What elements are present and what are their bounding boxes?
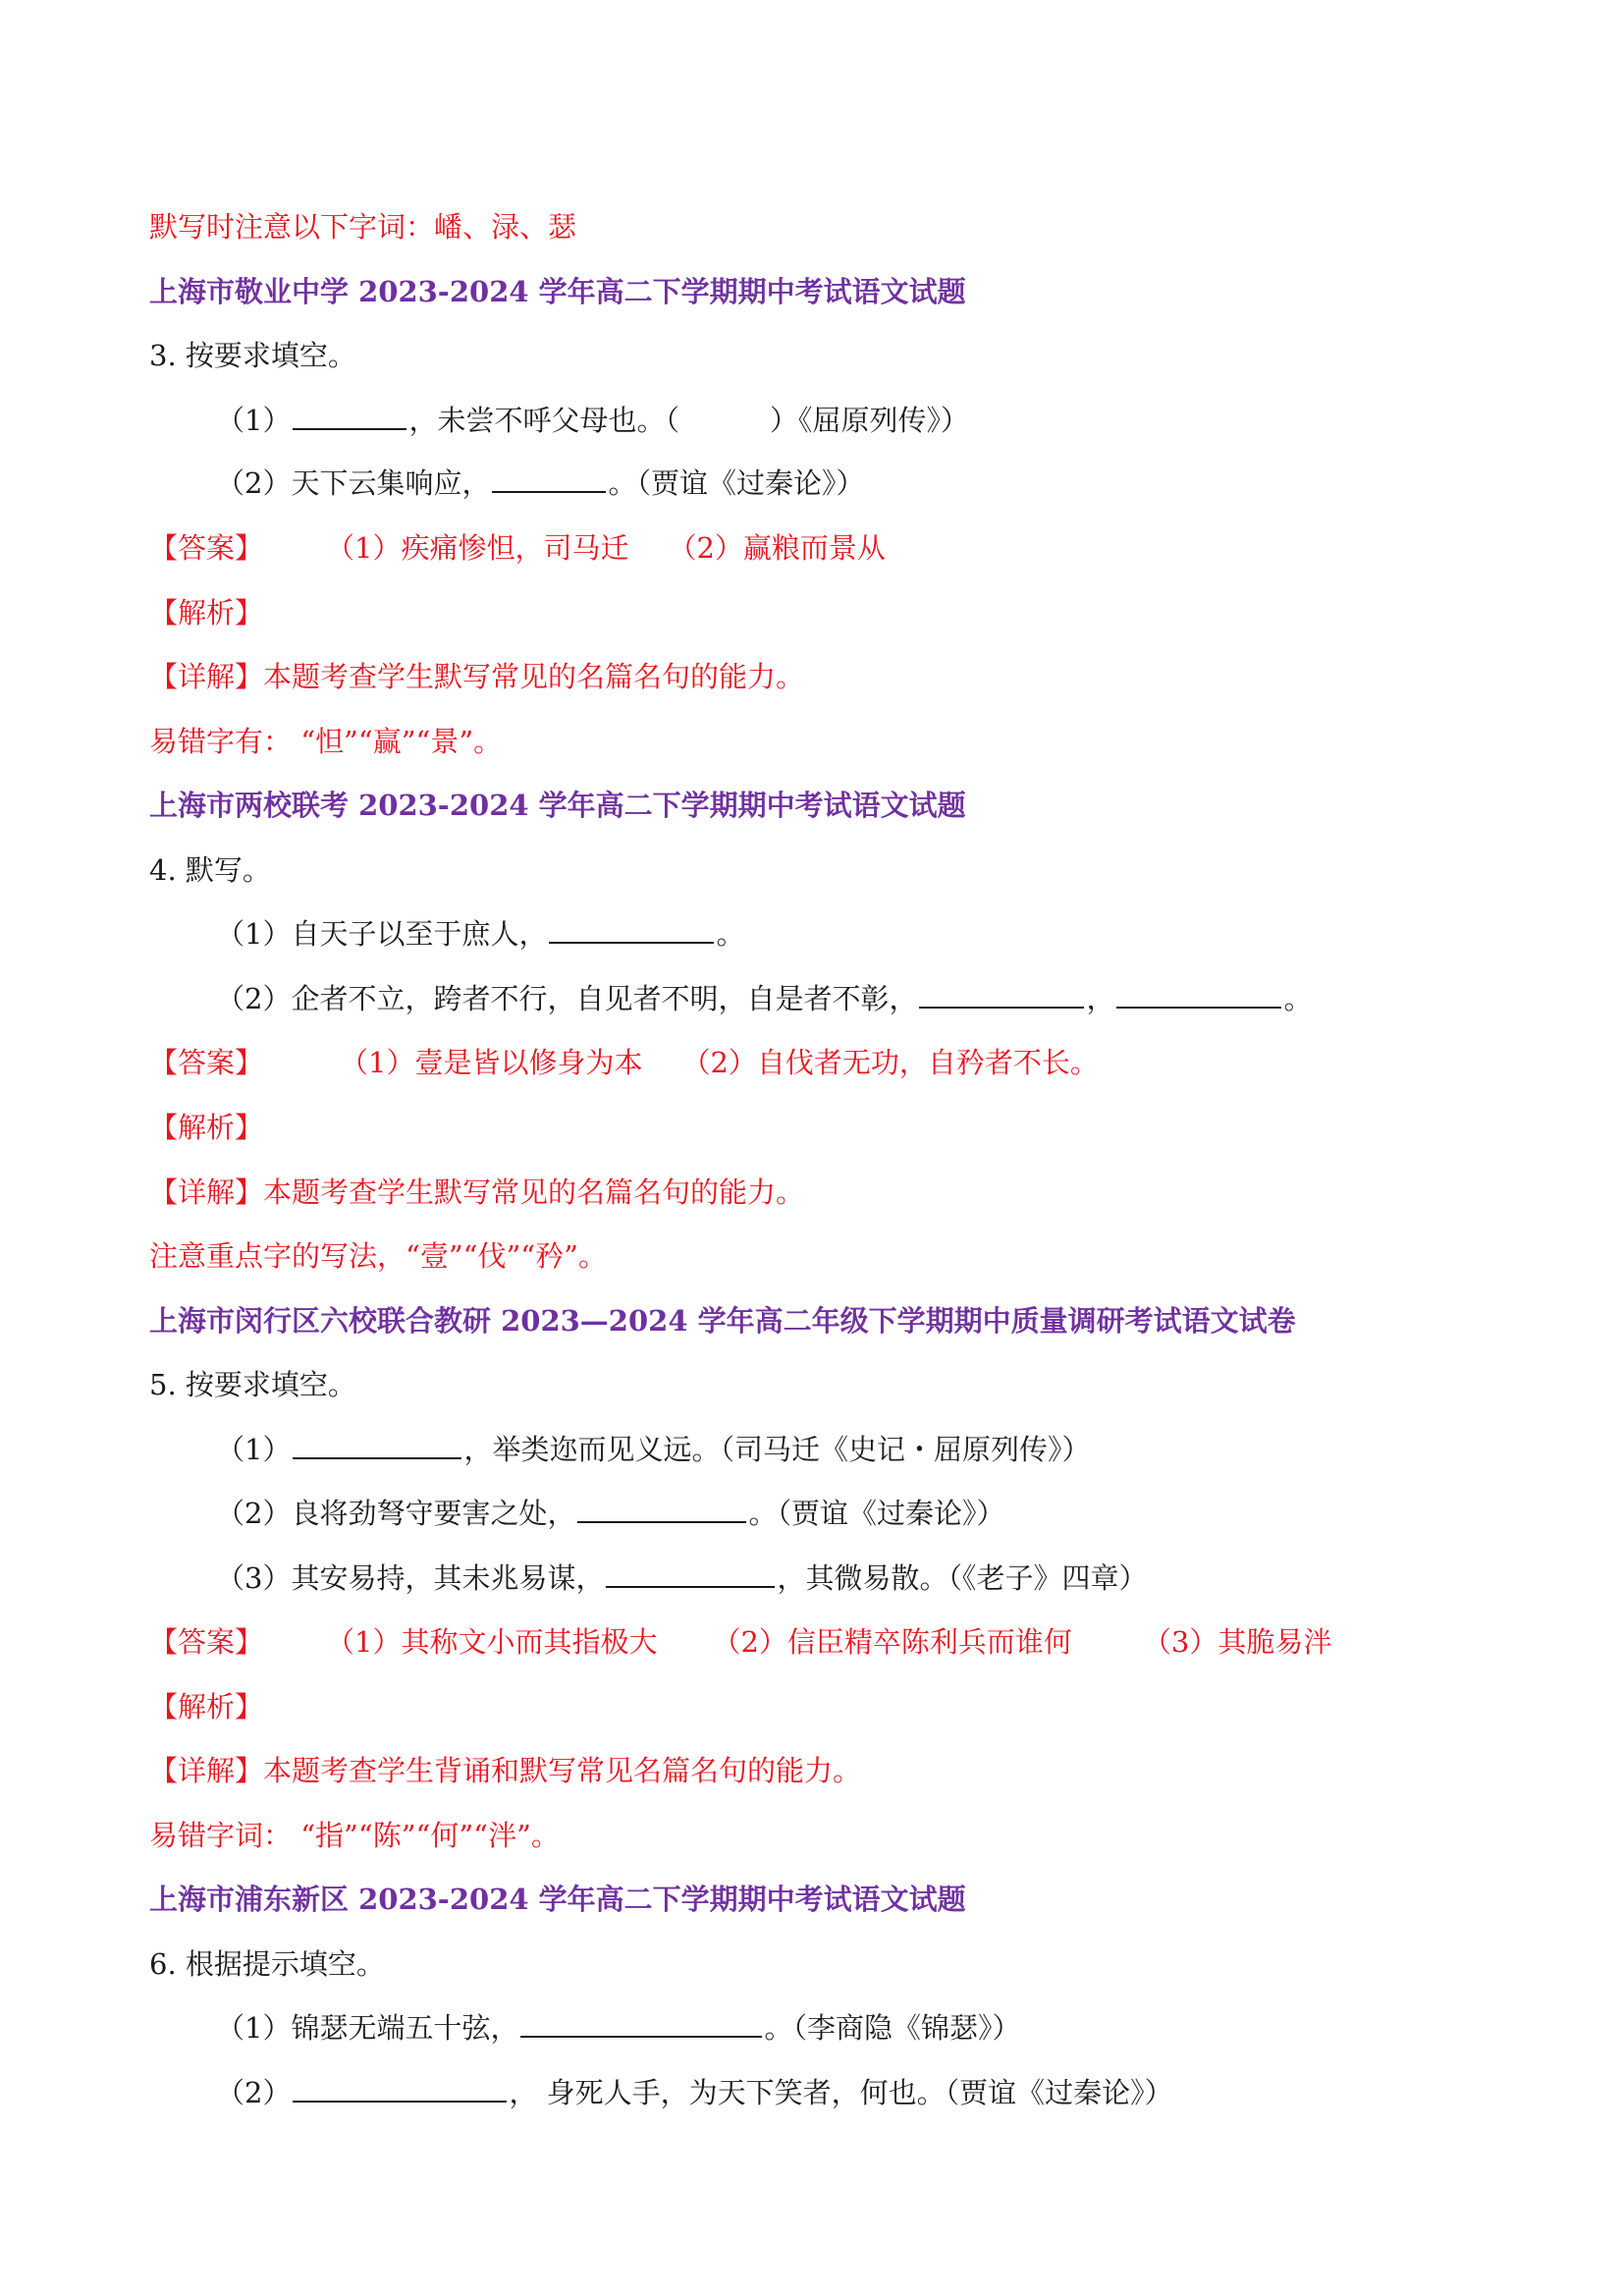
answer-part: （2）信臣精卒陈利兵而谁何 [712,1625,1072,1659]
answer-blank[interactable] [919,979,1084,1009]
note-top: 默写时注意以下字词：嶓、渌、瑟 [149,210,577,244]
detail-line [149,1751,861,1790]
detail-line [149,1173,804,1212]
source-title: 上海市浦东新区 2023-2024 学年高二下学期期中考试语文试题 [149,1883,966,1916]
source-title: 上海市闵行区六校联合教研 2023—2024 学年高二年级下学期期中质量调研考试语文试卷 [149,1304,1296,1338]
question-heading: 6. 根据提示填空。 [149,1947,385,1981]
answer-blank[interactable] [1116,979,1281,1009]
answer-label: 【答案】 [149,1046,264,1079]
question-item: （1）锦瑟无端五十弦， 。（李商隐《锦瑟》） [216,2008,1020,2048]
question-item: （2）企者不立，跨者不行，自见者不明，自是者不彰， ， 。 [216,979,1312,1018]
answer-line [149,1043,1099,1082]
detail-text: 本题考查学生背诵和默写常见名篇名句的能力。 [263,1754,862,1787]
error-note: 易错字词： “指”“陈”“何”“泮”。 [149,1819,560,1852]
question-item: （3）其安易持，其未兆易谋， ，其微易散。（《老子》四章） [216,1558,1147,1598]
detail-text: 本题考查学生默写常见的名篇名句的能力。 [263,660,805,693]
answer-blank[interactable] [520,2008,762,2038]
detail-label: 【详解】 [149,1175,264,1209]
question-heading: 4. 默写。 [149,853,271,887]
answer-blank[interactable] [549,914,714,944]
answer-line [149,1622,1331,1662]
detail-label: 【详解】 [149,1754,264,1787]
answer-part: （1）疾痛惨怛，司马迁 [326,531,629,565]
error-note: 注意重点字的写法，“壹”“伐”“矜”。 [149,1239,607,1273]
answer-blank[interactable] [293,2073,507,2103]
answer-part: （2）自伐者无功，自矜者不长。 [681,1046,1099,1079]
detail-line [149,657,804,696]
answer-part: （2）赢粮而景从 [668,531,886,565]
analysis-label: 【解析】 [149,596,264,629]
answer-blank[interactable] [293,1430,461,1459]
question-heading: 3. 按要求填空。 [149,339,356,372]
answer-part: （1）壹是皆以修身为本 [340,1046,643,1079]
answer-part: （3）其脆易泮 [1142,1625,1332,1659]
error-note: 易错字有： “怛”“赢”“景”。 [149,725,503,758]
question-item: （1） ，未尝不呼父母也。（ ）《屈原列传》） [216,401,969,440]
question-item: （2）良将劲弩守要害之处， 。（贾谊《过秦论》） [216,1494,1004,1533]
question-item: （1） ，举类迩而见义远。（司马迁《史记・屈原列传》） [216,1430,1090,1469]
detail-label: 【详解】 [149,660,264,693]
source-title: 上海市敬业中学 2023-2024 学年高二下学期期中考试语文试题 [149,275,966,308]
answer-blank[interactable] [606,1558,775,1588]
answer-label: 【答案】 [149,1625,264,1659]
answer-label: 【答案】 [149,531,264,565]
question-item: （2） ， 身死人手，为天下笑者，何也。（贾谊《过秦论》） [216,2073,1173,2112]
question-item: （1）自天子以至于庶人， 。 [216,914,744,954]
source-title: 上海市两校联考 2023-2024 学年高二下学期期中考试语文试题 [149,789,966,822]
answer-line [149,528,886,568]
question-item: （2）天下云集响应， 。（贾谊《过秦论》） [216,464,864,503]
detail-text: 本题考查学生默写常见的名篇名句的能力。 [263,1175,805,1209]
answer-blank[interactable] [293,401,406,430]
analysis-label: 【解析】 [149,1111,264,1144]
answer-blank[interactable] [492,464,606,493]
analysis-label: 【解析】 [149,1690,264,1723]
answer-part: （1）其称文小而其指极大 [326,1625,658,1659]
question-heading: 5. 按要求填空。 [149,1368,356,1401]
answer-blank[interactable] [577,1494,746,1523]
